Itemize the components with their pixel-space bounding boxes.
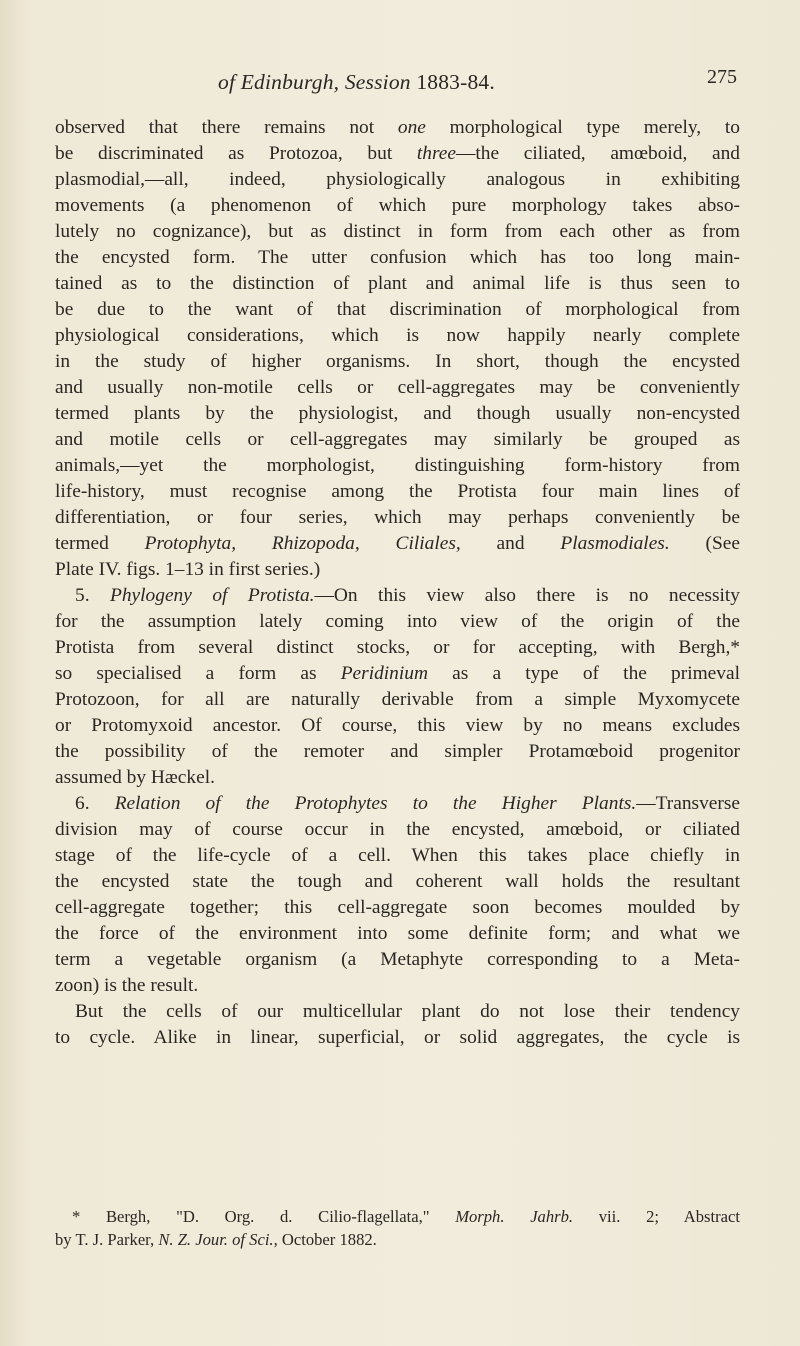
text-line: so specialised a form as Peridinium as a type of the primeval [55,663,740,684]
text-line: 5. Phylogeny of Protista.—On this view also there is no necessity [75,585,740,606]
text-line: life-history, must recognise among the Protista four main lines of [55,481,740,502]
text-line: the possibility of the remoter and simpler Protamœboid progenitor [55,741,740,762]
text-line: plasmodial,—all, indeed, physiologically analogous in exhibiting [55,169,740,190]
text-line: termed Protophyta, Rhizopoda, Ciliales, and Plasmodiales. (See [55,533,740,554]
text-line: Protista from several distinct stocks, or for accepting, with Bergh,* [55,637,740,658]
text-line: termed plants by the physiologist, and though usually non-encysted [55,403,740,424]
text-line: and motile cells or cell-aggregates may similarly be grouped as [55,429,740,450]
text-line: or Protomyxoid ancestor. Of course, this view by no means excludes [55,715,740,736]
text-line: the encysted form. The utter confusion which has too long main- [55,247,740,268]
text-line: tained as to the distinction of plant and animal life is thus seen to [55,273,740,294]
text-line: to cycle. Alike in linear, superficial, or solid aggregates, the cycle is [55,1027,740,1048]
text-line: be discriminated as Protozoa, but three—the ciliated, amœboid, and [55,143,740,164]
text-line: the force of the environment into some definite form; and what we [55,923,740,944]
text-line: Plate IV. figs. 1–13 in first series.) [55,559,321,580]
text-line: assumed by Hæckel. [55,767,215,788]
footnote-line: * Bergh, "D. Org. d. Cilio-flagellata," Morph. Jahrb. vii. 2; Abstract [72,1207,740,1226]
text-line: be due to the want of that discrimination of morphological from [55,299,740,320]
text-line: term a vegetable organism (a Metaphyte corresponding to a Meta- [55,949,740,970]
page-header [0,66,800,106]
text-line: observed that there remains not one morphological type merely, to [55,117,740,138]
text-line: movements (a phenomenon of which pure morphology takes abso- [55,195,740,216]
text-line: Protozoon, for all are naturally derivable from a simple Myxomycete [55,689,740,710]
footnote-line: by T. J. Parker, N. Z. Jour. of Sci., October 1882. [55,1230,377,1249]
text-line: cell-aggregate together; this cell-aggregate soon becomes moulded by [55,897,740,918]
text-line: lutely no cognizance), but as distinct in form from each other as from [55,221,740,242]
text-line: 6. Relation of the Protophytes to the Higher Plants.—Transverse [75,793,741,814]
text-line: stage of the life-cycle of a cell. When this takes place chiefly in [55,845,740,866]
text-line: for the assumption lately coming into view of the origin of the [55,611,740,632]
text-line: the encysted state the tough and coherent wall holds the resultant [55,871,740,892]
running-head-year: 1883-84. [416,70,495,94]
running-head [218,70,495,95]
text-line: in the study of higher organisms. In short, though the encysted [55,351,740,372]
text-line: physiological considerations, which is now happily nearly complete [55,325,740,346]
running-head-title: of Edinburgh, Session [218,70,411,94]
text-line: and usually non-motile cells or cell-aggregates may be conveniently [55,377,740,398]
text-line: differentiation, or four series, which may perhaps conveniently be [55,507,740,528]
text-line: animals,—yet the morphologist, distinguishing form-history from [55,455,740,476]
text-line: zoon) is the result. [55,975,199,996]
text-line: division may of course occur in the encysted, amœboid, or ciliated [55,819,740,840]
text-line: But the cells of our multicellular plant do not lose their tendency [75,1001,740,1022]
page-number: 275 [707,66,737,88]
